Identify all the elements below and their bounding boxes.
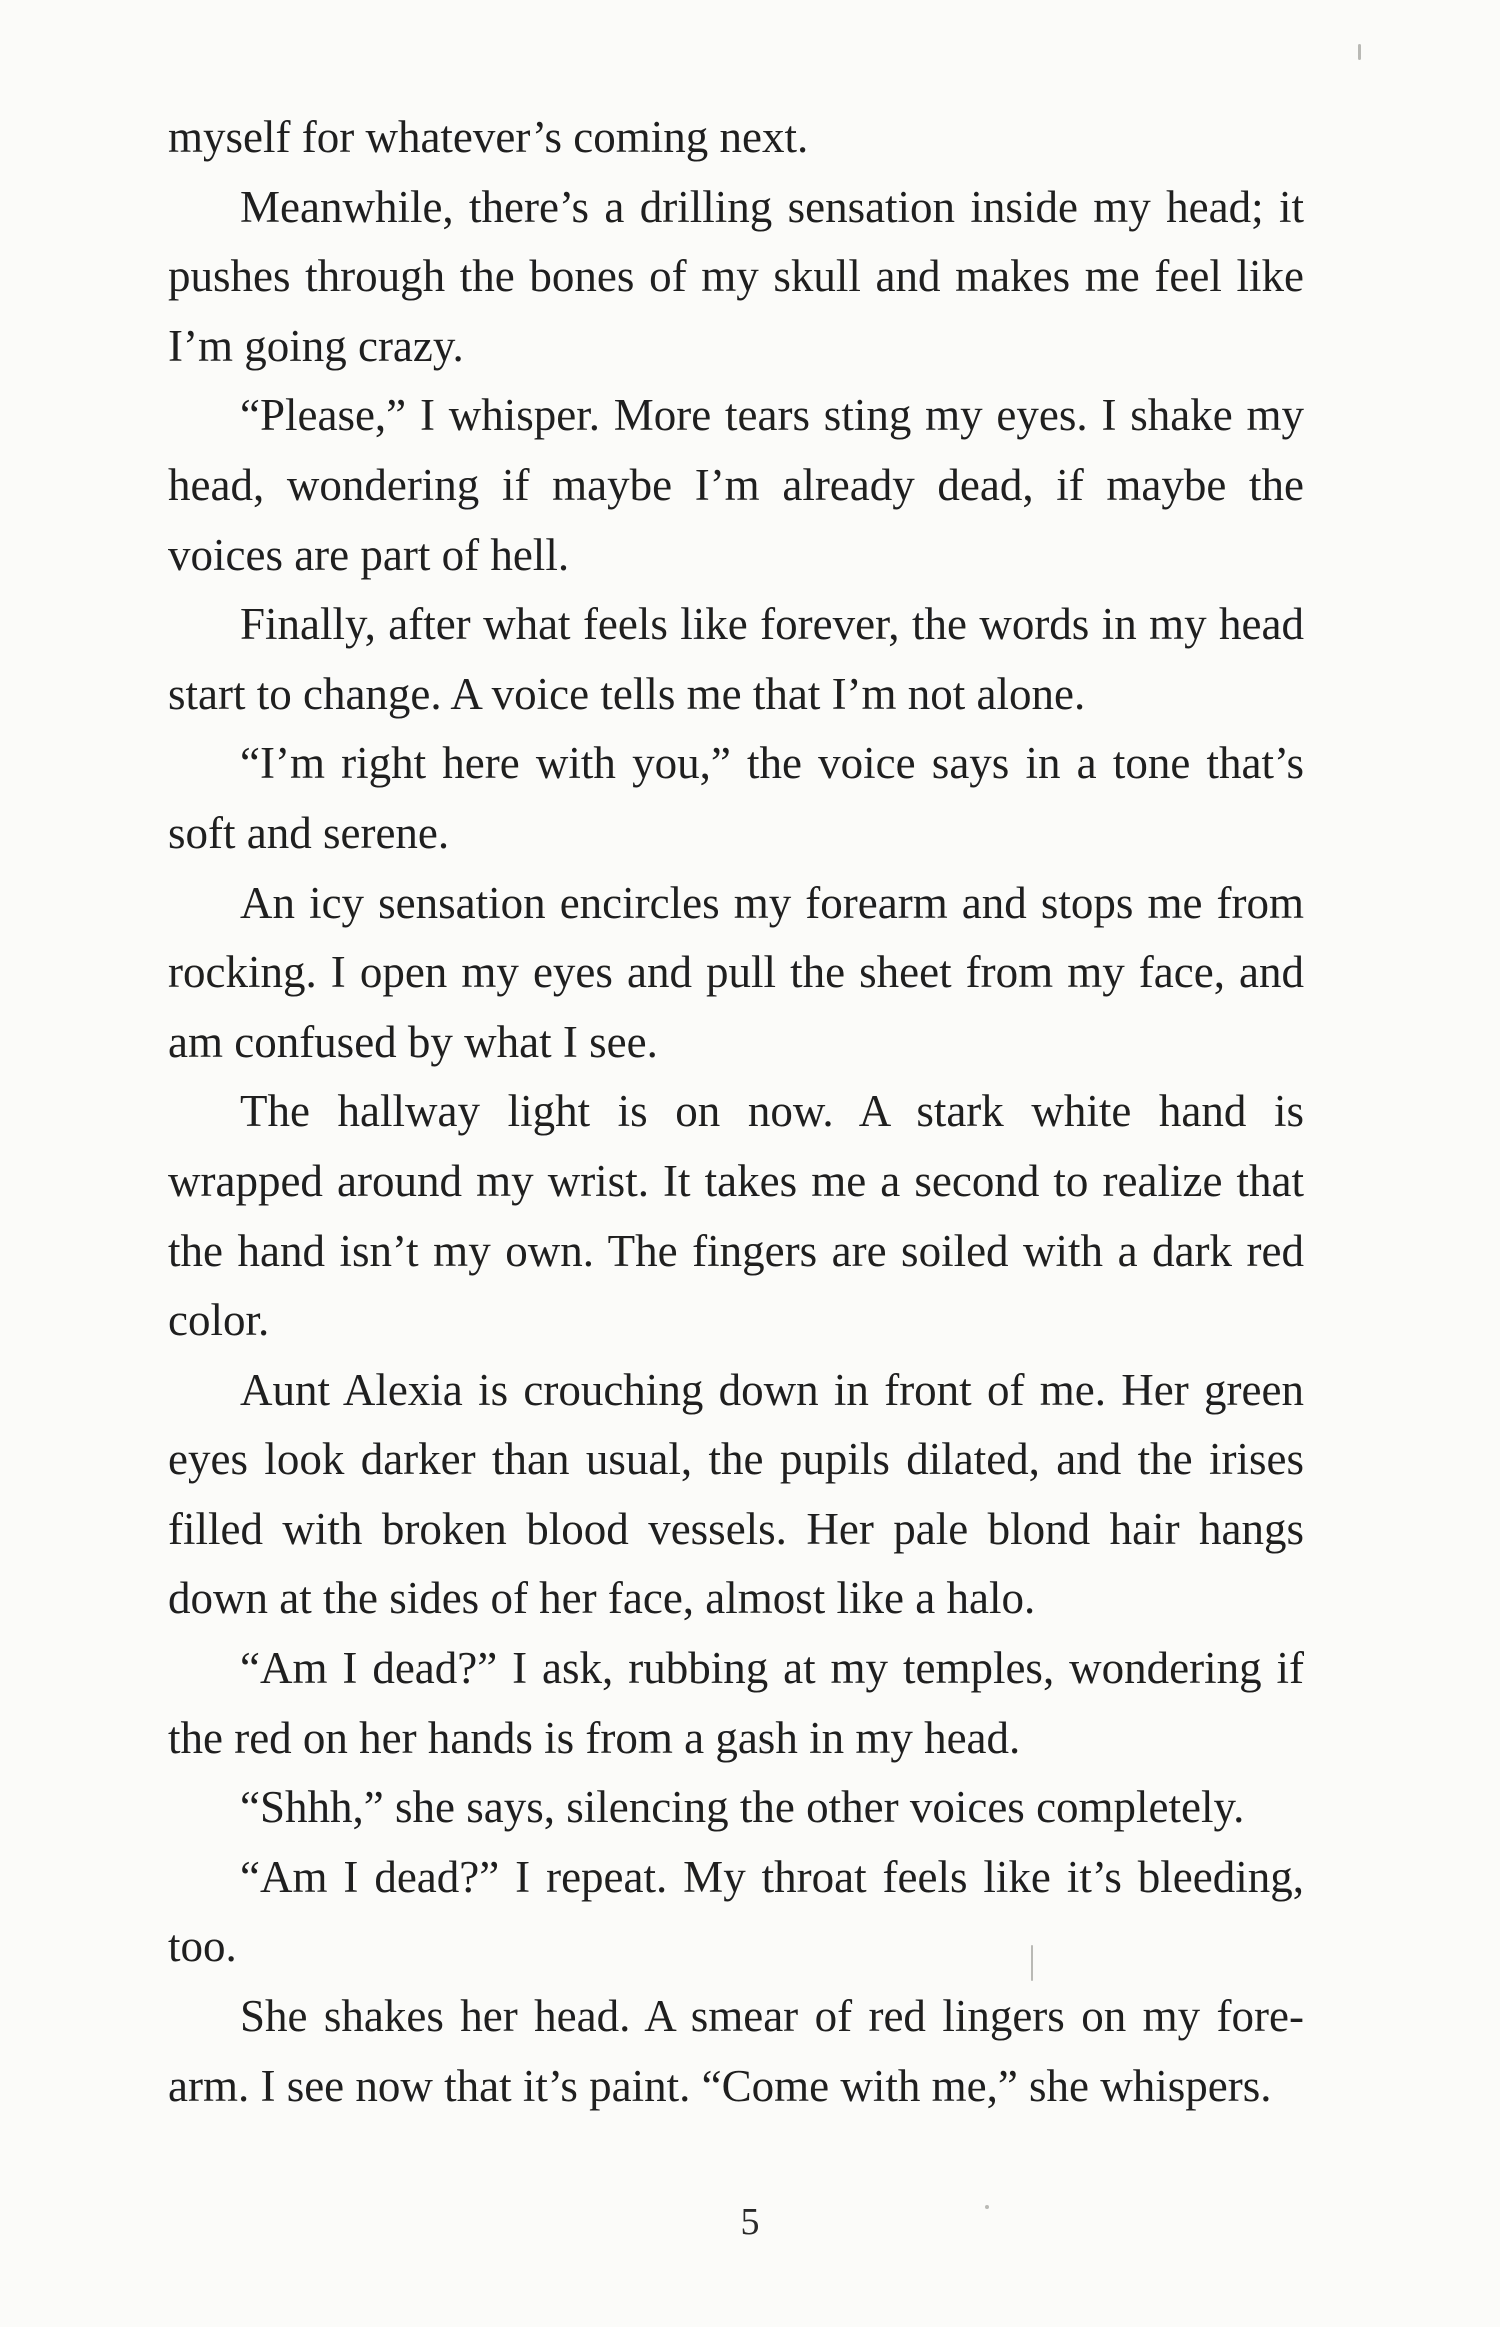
paragraph: “I’m right here with you,” the voice says in a tone that’s soft and serene. (168, 738, 1304, 858)
scan-speck (985, 2205, 989, 2209)
paragraph: Meanwhile, there’s a drilling sensation inside my head; it pushes through the bones of my skull and makes me feel like I’m going crazy. (168, 181, 1304, 371)
paragraph: The hallway light is on now. A stark white hand is wrapped around my wrist. It takes me a second to realize that the hand isn’t my own. The fingers are soiled with a dark red color. (168, 1086, 1304, 1346)
paragraph: “Please,” I whisper. More tears sting my eyes. I shake my head, wondering if maybe I’m already dead, if maybe the voices are part of hell. (168, 390, 1304, 580)
scan-speck (1031, 1945, 1033, 1981)
paragraph: Aunt Alexia is crouching down in front of me. Her green eyes look darker than usual, the pupils dilated, and the irises filled with broken blood vessels. Her pale blond hair hangs down at the sides of her face, almost like a halo. (168, 1364, 1304, 1624)
body-text (168, 103, 1304, 2121)
paragraph: She shakes her head. A smear of red lingers on my forearm. I see now that it’s paint. “Come with me,” she whispers. (168, 1991, 1304, 2111)
paragraph: myself for whatever’s coming next. (168, 112, 809, 162)
page-number: 5 (740, 2201, 760, 2243)
paragraph: “Am I dead?” I ask, rubbing at my temples, wondering if the red on her hands is from a gash in my head. (168, 1643, 1304, 1763)
paragraph: An icy sensation encircles my forearm and stops me from rocking. I open my eyes and pull the sheet from my face, and am confused by what I see. (168, 877, 1304, 1067)
paragraph: Finally, after what feels like forever, the words in my head start to change. A voice tells me that I’m not alone. (168, 599, 1304, 719)
paragraph: “Shhh,” she says, silencing the other voices completely. (240, 1782, 1245, 1833)
scan-speck (1358, 44, 1361, 60)
paragraph: “Am I dead?” I repeat. My throat feels like it’s bleeding, too. (168, 1851, 1304, 1972)
